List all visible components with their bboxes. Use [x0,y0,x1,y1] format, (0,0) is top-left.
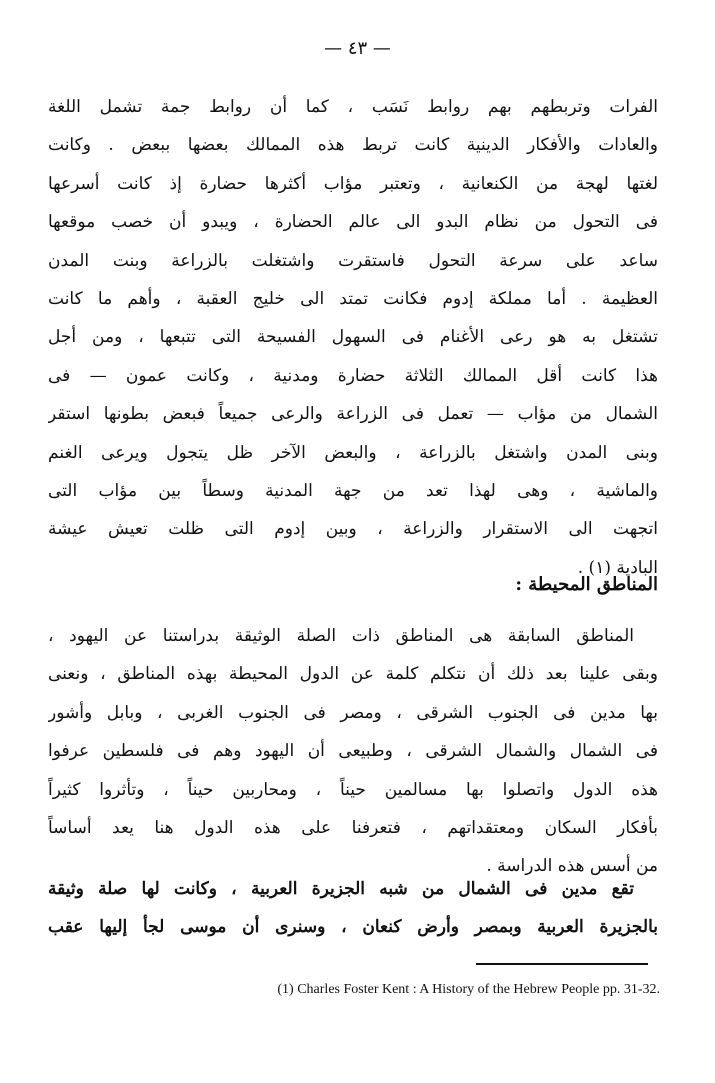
text-line: والعادات والأفكار الدينية كانت تربط هذه الممالك بعضها ببعض . وكانت [48,135,658,156]
text-line: العظيمة . أما مملكة إدوم فكانت تمتد الى خليج العقبة ، وأهم ما كانت [48,288,658,309]
text-line: بها مدين فى الجنوب الشرقى ، ومصر فى الجنوب الغربى ، وبابل وأشور [48,702,658,723]
text-line: الفرات وتربطهم بهم روابط نَسَب ، كما أن روابط جمة تشمل اللغة [48,97,658,117]
text-line: بأفكار السكان ومعتقداتهم ، فتعرفنا على هذه الدول هنا يعد أساساً [48,817,658,838]
paragraph-2 [48,617,658,886]
page-number: — ٤٣ — [324,38,391,59]
text-line: والماشية ، وهى لهذا تعد من جهة المدنية وسطاً بين مؤاب التى [48,480,658,501]
text-line: من أسس هذه الدراسة . [486,856,658,877]
text-line: لغتها لهجة من الكنعانية ، وتعتبر مؤاب أكثرها حضارة إذ كانت أسرعها [48,173,658,194]
paragraph-3 [48,870,658,947]
text-line: وبقى علينا بعد ذلك أن نتكلم كلمة عن الدول المحيطة بهذه المناطق ، ونعنى [48,664,658,685]
text-line: بالجزيرة العربية وبمصر وأرض كنعان ، وسنرى أن موسى لجأ إليها عقب [48,917,658,938]
text-line: هذه الدول واتصلوا بها مسالمين حيناً ، ومحاربين حيناً ، وتأثروا كثيراً [48,779,658,800]
text-line: البادية (١) . [577,557,658,578]
text-line: المناطق السابقة هى المناطق ذات الصلة الوثيقة بدراستنا عن اليهود ، [48,626,634,646]
text-line: تشتغل به هو رعى الأغنام فى السهول الفسيحة التى تتبعها ، ومن أجل [48,327,658,348]
text-line: اتجهت الى الاستقرار والزراعة ، وبين إدوم التى ظلت تعيش عيشة [48,519,658,540]
text-line: وبنى المدن واشتغل بالزراعة ، والبعض الآخر ظل يتجول ويرعى الغنم [48,442,658,463]
text-line: هذا كانت أقل الممالك الثلاثة حضارة ومدنية ، وكانت عمون — فى [48,365,658,386]
text-line: الشمال من مؤاب — تعمل فى الزراعة والرعى جميعاً فبعض بطونها استقر [48,404,658,425]
text-line: تقع مدين فى الشمال من شبه الجزيرة العربية ، وكانت لها صلة وثيقة [48,879,634,899]
footnote-divider [476,963,648,965]
section-heading: المناطق المحيطة : [515,574,658,595]
text-line: ساعد على سرعة التحول فاستقرت واشتغلت بالزراعة وبنت المدن [48,250,658,271]
footnote: (1) Charles Foster Kent : A History of the Hebrew People pp. 31-32. [277,982,660,997]
text-line: فى الشمال والشمال الشرقى ، وطبيعى أن اليهود وهم فى فلسطين عرفوا [48,741,658,762]
paragraph-1 [48,88,658,587]
text-line: فى التحول من نظام البدو الى عالم الحضارة ، ويبدو أن خصب موقعها [48,212,658,233]
